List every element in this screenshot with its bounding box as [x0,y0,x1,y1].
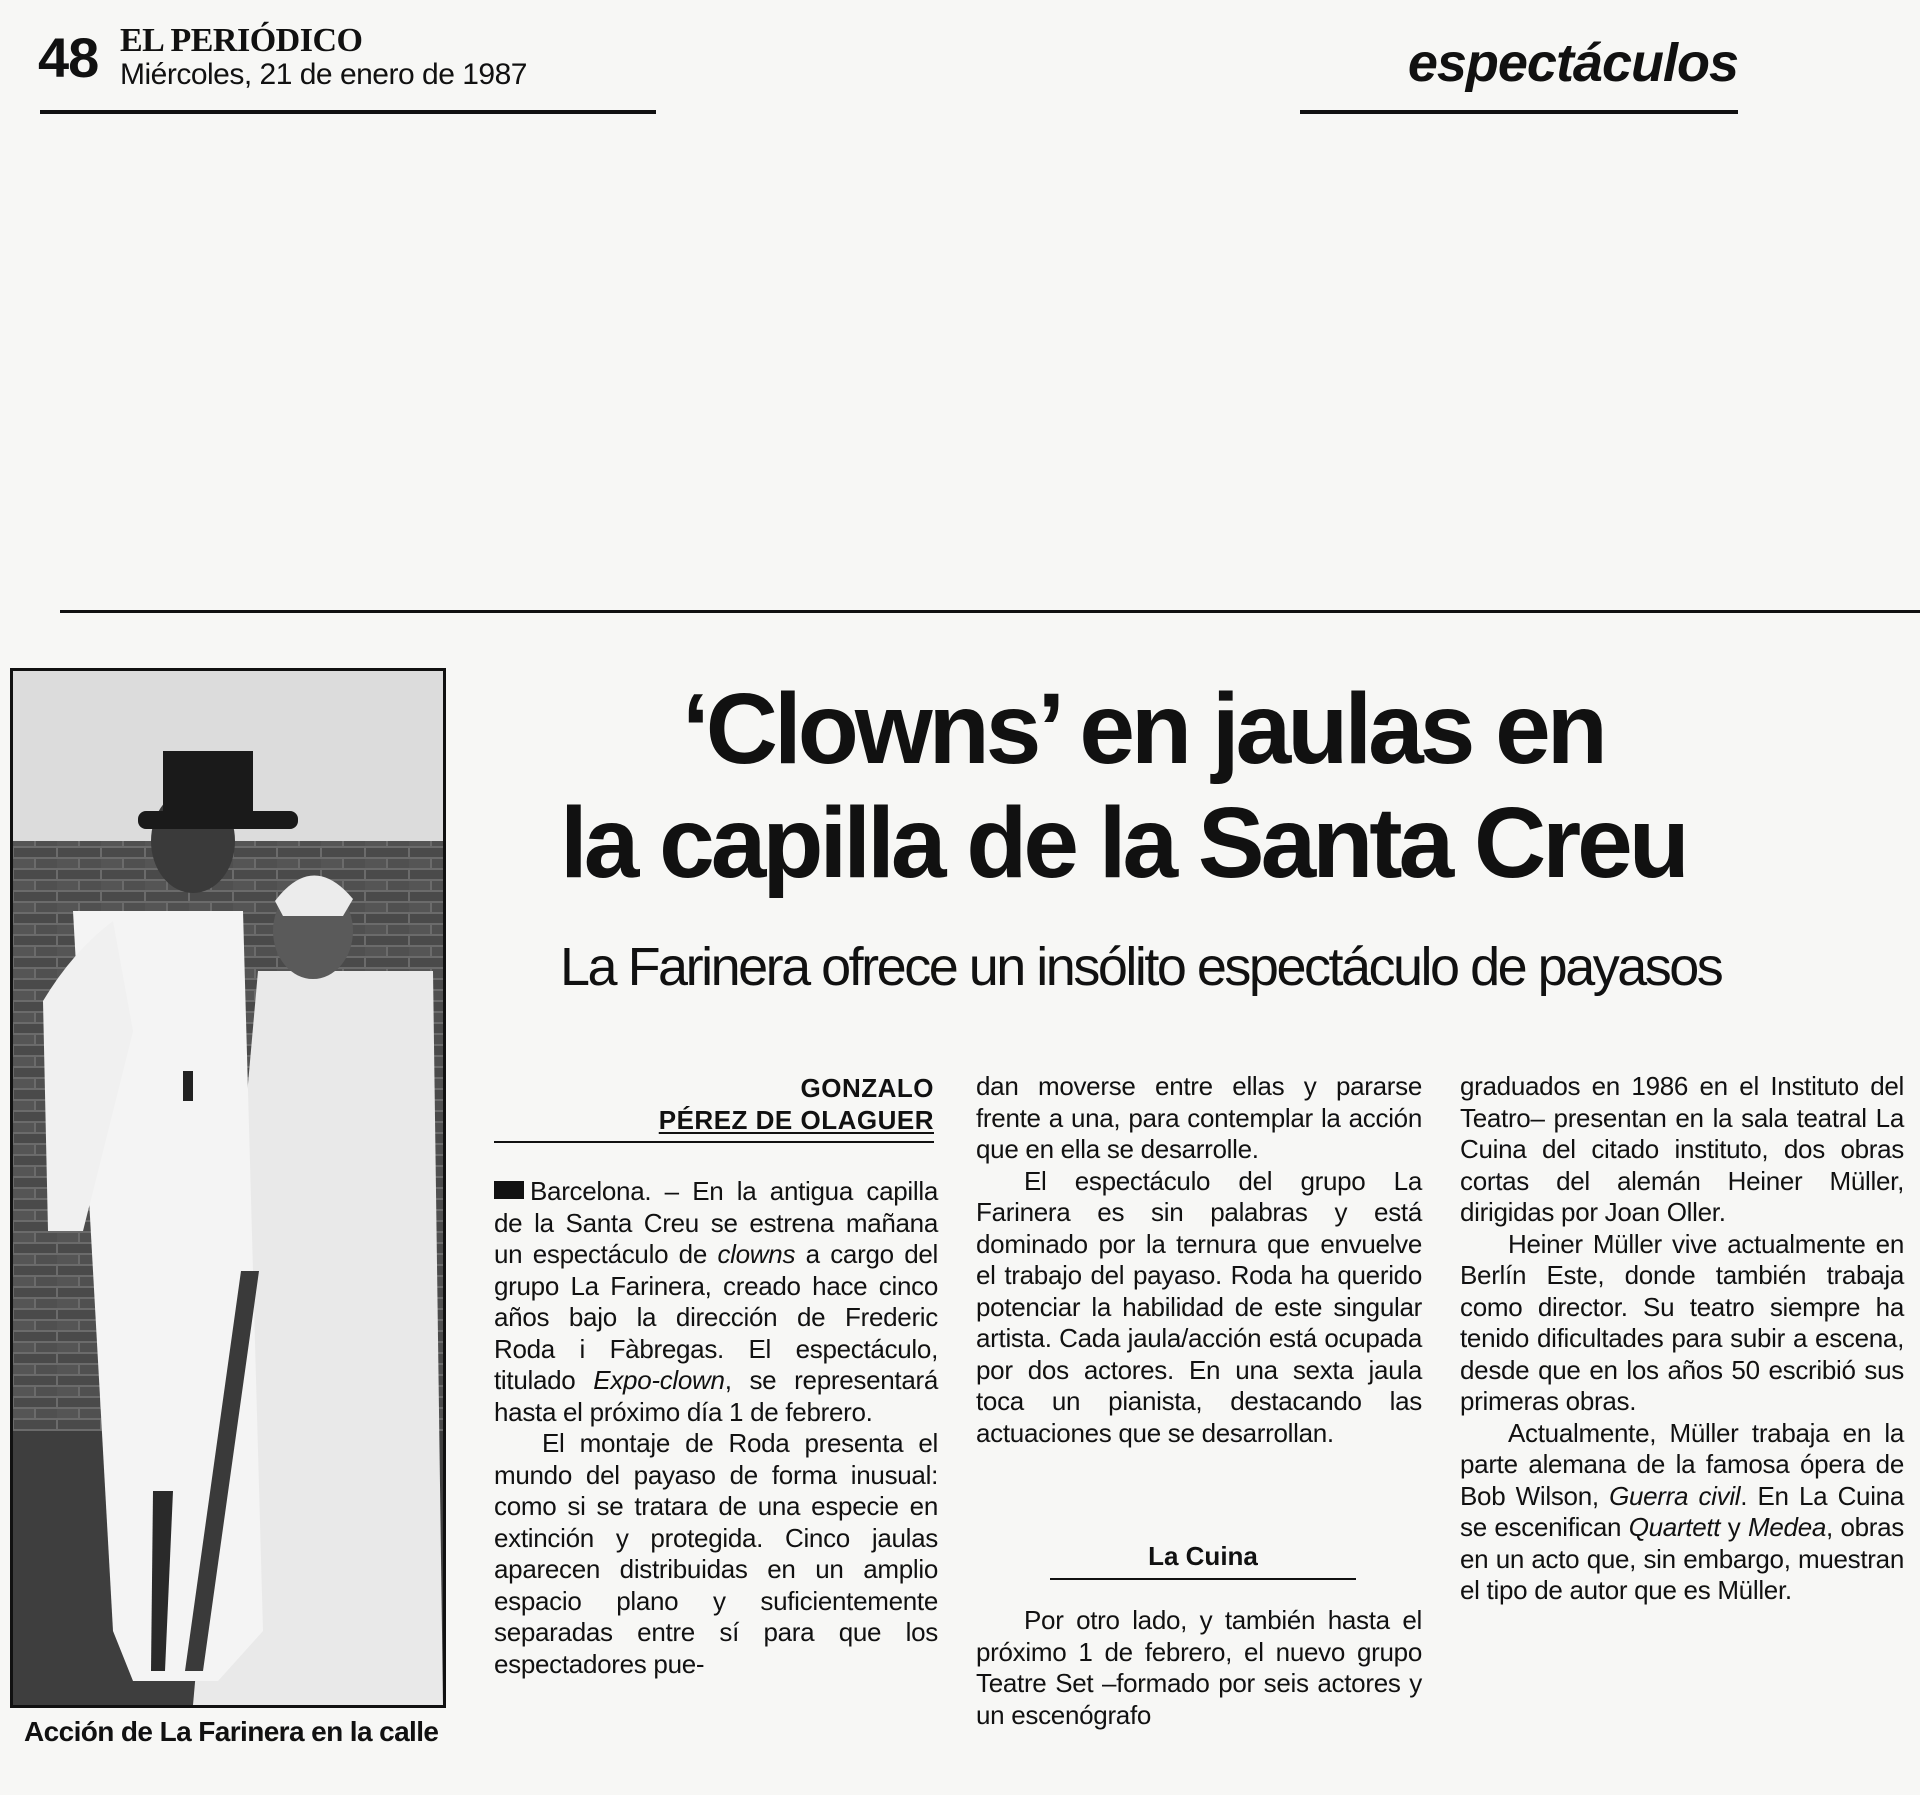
article-column-2-continued [976,1605,1422,1731]
publication-date: Miércoles, 21 de enero de 1987 [120,58,527,91]
article-photo [10,668,446,1708]
article-top-rule [60,610,1920,613]
subheadline: La Farinera ofrece un insólito espectáculo de payasos [560,937,1722,997]
headline-line-2: la capilla de la Santa Creu [560,787,1686,899]
byline-rule [494,1141,934,1143]
article-column-2 [976,1071,1422,1449]
paragraph: Actualmente, Müller trabaja en la parte alemana de la famosa ópera de Bob Wilson, Guerra civil. En La Cuina se escenifican Quartett y Medea, obras en un acto que, sin embargo, muestran el tipo de autor que es Müller. [1460,1417,1905,1605]
page-number: 48 [38,26,99,89]
byline-last-name: PÉREZ DE OLAGUER [658,1105,934,1135]
header-rule-right [1300,110,1738,114]
section-label: espectáculos [1407,33,1738,93]
paragraph: dan moverse entre ellas y pararse frente a una, para contemplar la acción que en ella se desarrolle. [976,1071,1422,1164]
newspaper-masthead: EL PERIÓDICO [120,22,363,59]
byline-first-name: GONZALO [800,1073,934,1103]
byline [494,1072,934,1136]
paragraph: Barcelona. – En la antigua capilla de la Santa Creu se estrena mañana un espectáculo de clowns a cargo del grupo La Farinera, creado hace cinco años bajo la dirección de Frederic Roda i Fàbregas. El espectáculo, titulado Expo-clown, se representará hasta el próximo día 1 de febrero. [494,1176,939,1427]
paragraph: El montaje de Roda presenta el mundo del payaso de forma inusual: como si se tratara de una especie en extinción y protegida. Cinco jaulas aparecen distribuidas en un amplio espacio plano y suficientemente separadas entre sí para que los espectadores pue- [494,1428,938,1679]
article-column-1 [494,1176,938,1680]
subsection-rule [1050,1578,1356,1580]
article-column-3 [1460,1071,1904,1607]
headline-line-1: ‘Clowns’ en jaulas en [682,673,1604,785]
paragraph: Heiner Müller vive actualmente en Berlín Este, donde también trabaja como director. Su teatro siempre ha tenido dificultades para subir a escena, desde que en los años 50 escribió sus primeras obras. [1460,1228,1904,1416]
subsection-heading: La Cuina [1148,1541,1258,1571]
paragraph: graduados en 1986 en el Instituto del Teatro– presentan en la sala teatral La Cuina del citado instituto, dos obras cortas del alemán Heiner Müller, dirigidas por Joan Oller. [1460,1071,1904,1227]
paragraph: El espectáculo del grupo La Farinera es sin palabras y está dominado por la ternura que envuelve el trabajo del payaso. Roda ha querido potenciar la habilidad de este singular artista. Cada jaula/acción está ocupada por dos actores. En una sexta jaula toca un pianista, destacando las actuaciones que se desarrollan. [976,1165,1422,1448]
paragraph: Por otro lado, y también hasta el próximo 1 de febrero, el nuevo grupo Teatre Set –formado por seis actores y un escenógrafo [976,1605,1422,1730]
headline [560,672,1900,900]
header-rule-left [40,110,656,114]
photo-caption: Acción de La Farinera en la calle [24,1716,439,1747]
paragraph-marker-icon [494,1181,524,1199]
